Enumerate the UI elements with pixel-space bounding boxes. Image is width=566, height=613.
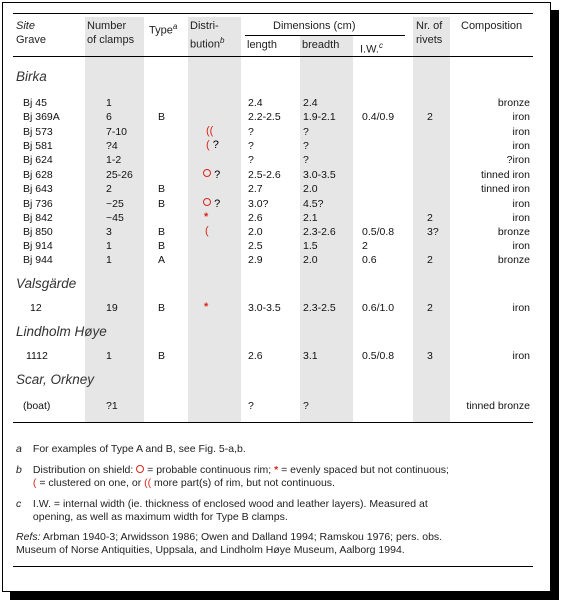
header-rule — [13, 56, 533, 57]
footnote-c — [16, 498, 531, 511]
footnote-b — [16, 464, 531, 477]
cell-grave: Bj 842 — [23, 212, 53, 224]
top-rule — [13, 13, 533, 14]
cell-breadth: 2.1 — [303, 212, 318, 224]
header-nr-of: Nr. of — [416, 20, 443, 32]
header-distri: Distri- — [190, 20, 219, 32]
cell-type: B — [158, 183, 166, 195]
footnote-bottom-rule — [13, 566, 533, 567]
cell-type: B — [158, 240, 166, 252]
footnote-b-double-paren: more part(s) of rim, but not continuous. — [154, 477, 335, 489]
cell-breadth: ? — [303, 400, 309, 412]
header-grave: Grave — [16, 34, 46, 46]
cell-breadth: 3.1 — [303, 350, 318, 362]
references-line2 — [16, 544, 531, 557]
dist-mark-valsgarde — [204, 302, 208, 313]
asterisk-icon: * — [204, 211, 209, 223]
cell-comp: tinned iron — [480, 169, 530, 181]
cell-iw: 0.5/0.8 — [362, 226, 395, 238]
cell-type: B — [158, 350, 166, 362]
header-breadth: breadth — [302, 39, 340, 51]
cell-comp: iron — [512, 302, 530, 314]
cell-type: A — [158, 254, 166, 266]
cell-type: B — [158, 111, 166, 123]
paren-mark: ( — [205, 225, 209, 237]
cell-comp: ?iron — [506, 154, 530, 166]
header-dimensions: Dimensions (cm) — [273, 20, 356, 32]
cell-iw: 2 — [362, 240, 368, 252]
cell-comp: bronze — [497, 254, 530, 266]
site-valsgarde: Valsgärde — [16, 276, 77, 291]
cell-rivets: 3? — [427, 226, 439, 238]
header-iw — [360, 39, 383, 57]
cell-breadth: 2.4 — [303, 97, 318, 109]
header-bution-text: bution — [190, 38, 220, 51]
dist-mark-bj573 — [206, 126, 213, 137]
site-birka: Birka — [16, 69, 47, 84]
cell-breadth: 1.5 — [303, 240, 318, 252]
cell-length: ? — [248, 154, 254, 166]
dist-mark-bj850 — [205, 226, 209, 237]
cell-length: 2.6 — [248, 350, 263, 362]
cell-grave: Bj 369A — [23, 111, 60, 123]
dist-mark-bj842 — [204, 212, 208, 223]
cell-grave: 1112 — [26, 350, 48, 362]
cell-clamps: ~25 — [106, 198, 124, 210]
double-paren-mark: (( — [144, 477, 152, 489]
footnote-a — [16, 443, 531, 456]
cell-comp: iron — [512, 111, 530, 123]
table-bottom-rule — [13, 422, 533, 423]
cell-clamps: ~45 — [106, 212, 124, 224]
cell-iw: 0.6/1.0 — [362, 302, 395, 314]
cell-grave: Bj 628 — [23, 169, 53, 181]
cell-breadth: ? — [303, 126, 309, 138]
header-number: Number — [87, 20, 127, 32]
circle-icon — [203, 169, 211, 177]
asterisk-icon: * — [204, 301, 209, 313]
footnote-b-key: b — [16, 464, 22, 476]
header-composition: Composition — [461, 20, 523, 32]
cell-clamps: 1 — [106, 240, 112, 252]
cell-length: 2.5-2.6 — [248, 169, 281, 181]
paren-mark: ( — [32, 477, 37, 489]
header-type — [149, 20, 177, 38]
cell-type: B — [158, 302, 166, 314]
cell-breadth: 2.0 — [303, 254, 318, 266]
cell-clamps: 2 — [106, 183, 112, 195]
header-rivets: rivets — [416, 34, 443, 46]
cell-breadth: 3.0-3.5 — [303, 169, 336, 181]
circle-icon — [203, 198, 211, 206]
cell-comp: bronze — [497, 226, 530, 238]
cell-iw: 0.6 — [362, 254, 377, 266]
cell-breadth: 2.0 — [303, 183, 318, 195]
cell-grave: Bj 736 — [23, 198, 53, 210]
dist-mark-bj736 — [203, 198, 220, 210]
cell-length: 2.7 — [248, 183, 263, 195]
cell-iw: 0.5/0.8 — [362, 350, 395, 362]
header-iw-sup: c — [378, 41, 383, 50]
cell-iw: 0.4/0.9 — [362, 111, 395, 123]
cell-length: 2.6 — [248, 212, 263, 224]
cell-grave: Bj 914 — [23, 240, 53, 252]
cell-grave: Bj 581 — [23, 140, 53, 152]
cell-length: 2.0 — [248, 226, 263, 238]
paren-mark: ( — [206, 139, 210, 151]
footnote-b-asterisk: = evenly spaced but not continuous; — [281, 464, 449, 476]
cell-grave: (boat) — [23, 400, 51, 412]
cell-comp: iron — [512, 140, 530, 152]
cell-clamps: 1 — [106, 254, 112, 266]
footnote-c-text-2: opening, as well as maximum width for Type B clamps. — [32, 511, 288, 523]
cell-rivets: 2 — [427, 254, 433, 266]
cell-clamps: 1 — [106, 97, 112, 109]
header-iw-text: I.W. — [360, 43, 379, 56]
dist-mark-bj581 — [206, 140, 219, 151]
footnote-b-lead: Distribution on shield: — [32, 464, 134, 476]
cell-comp: bronze — [497, 97, 530, 109]
question-mark: ? — [214, 198, 221, 210]
footnote-c-line2 — [16, 511, 531, 524]
footnote-b-line2 — [16, 477, 531, 490]
footnote-b-circle: = probable continuous rim; — [147, 464, 272, 476]
cell-grave: 12 — [30, 302, 42, 314]
site-lindholm: Lindholm Høye — [16, 324, 107, 339]
cell-clamps: 19 — [106, 302, 118, 314]
footnote-b-paren: = clustered on one, or — [39, 477, 142, 489]
cell-type: B — [158, 198, 166, 210]
site-scar: Scar, Orkney — [16, 372, 95, 387]
cell-length: 2.2-2.5 — [248, 111, 281, 123]
refs-text-1: Arbman 1940-3; Arwidsson 1986; Owen and Dalland 1994; Ramskou 1976; pers. obs. — [42, 531, 443, 543]
dimensions-rule — [245, 35, 405, 36]
header-site: Site — [16, 20, 35, 32]
cell-rivets: 2 — [427, 302, 433, 314]
header-length: length — [247, 39, 277, 51]
question-mark: ? — [212, 139, 219, 151]
cell-clamps: 25-26 — [106, 169, 133, 181]
cell-grave: Bj 624 — [23, 154, 53, 166]
references — [16, 531, 531, 544]
cell-breadth: 1.9-2.1 — [303, 111, 336, 123]
header-bution-sup: b — [219, 36, 225, 45]
cell-comp: iron — [512, 198, 530, 210]
cell-clamps: 7-10 — [106, 126, 128, 138]
dist-mark-bj628 — [203, 169, 220, 181]
footnote-a-text: For examples of Type A and B, see Fig. 5-a,b. — [32, 443, 246, 455]
asterisk-icon: * — [274, 464, 279, 476]
cell-length: 3.0? — [248, 198, 269, 210]
cell-clamps: 3 — [106, 226, 112, 238]
refs-label: Refs: — [16, 531, 41, 543]
cell-breadth: ? — [303, 140, 309, 152]
cell-grave: Bj 573 — [23, 126, 53, 138]
cell-clamps: ?1 — [106, 400, 118, 412]
footnote-c-key: c — [16, 498, 22, 510]
cell-comp: iron — [512, 212, 530, 224]
cell-breadth: 4.5? — [303, 198, 324, 210]
cell-breadth: 2.3-2.5 — [303, 302, 336, 314]
table-frame — [2, 2, 551, 592]
cell-length: 2.9 — [248, 254, 263, 266]
shade-distribution-column — [188, 17, 241, 422]
cell-comp: iron — [512, 350, 530, 362]
cell-length: 3.0-3.5 — [248, 302, 281, 314]
cell-rivets: 2 — [427, 111, 433, 123]
cell-comp: iron — [512, 126, 530, 138]
cell-comp: tinned bronze — [466, 400, 530, 412]
cell-length: ? — [248, 126, 254, 138]
cell-length: ? — [248, 140, 254, 152]
double-paren-mark: (( — [206, 125, 214, 137]
question-mark: ? — [214, 169, 221, 181]
header-bution — [190, 34, 224, 52]
header-type-sup: a — [172, 22, 178, 31]
cell-type: B — [158, 226, 166, 238]
cell-clamps: 1-2 — [106, 154, 122, 166]
cell-rivets: 2 — [427, 212, 433, 224]
refs-text-2: Museum of Norse Antiquities, Uppsala, and Lindholm Høye Museum, Aalborg 1994. — [16, 544, 405, 556]
cell-comp: tinned iron — [480, 183, 530, 195]
cell-length: ? — [248, 400, 254, 412]
cell-length: 2.5 — [248, 240, 263, 252]
cell-grave: Bj 45 — [23, 97, 47, 109]
cell-clamps: 6 — [106, 111, 112, 123]
cell-clamps: ?4 — [106, 140, 118, 152]
cell-breadth: ? — [303, 154, 309, 166]
cell-breadth: 2.3-2.6 — [303, 226, 336, 238]
footnote-c-text: I.W. = internal width (ie. thickness of enclosed wood and leather layers). Measured at — [32, 498, 428, 510]
circle-icon — [136, 465, 144, 473]
cell-rivets: 3 — [427, 350, 433, 362]
cell-grave: Bj 850 — [23, 226, 53, 238]
cell-grave: Bj 944 — [23, 254, 53, 266]
footnote-a-key: a — [16, 443, 22, 455]
cell-clamps: 1 — [106, 350, 112, 362]
cell-grave: Bj 643 — [23, 183, 53, 195]
cell-comp: iron — [512, 240, 530, 252]
header-type-text: Type — [149, 24, 173, 37]
header-of-clamps: of clamps — [87, 34, 135, 46]
cell-length: 2.4 — [248, 97, 263, 109]
